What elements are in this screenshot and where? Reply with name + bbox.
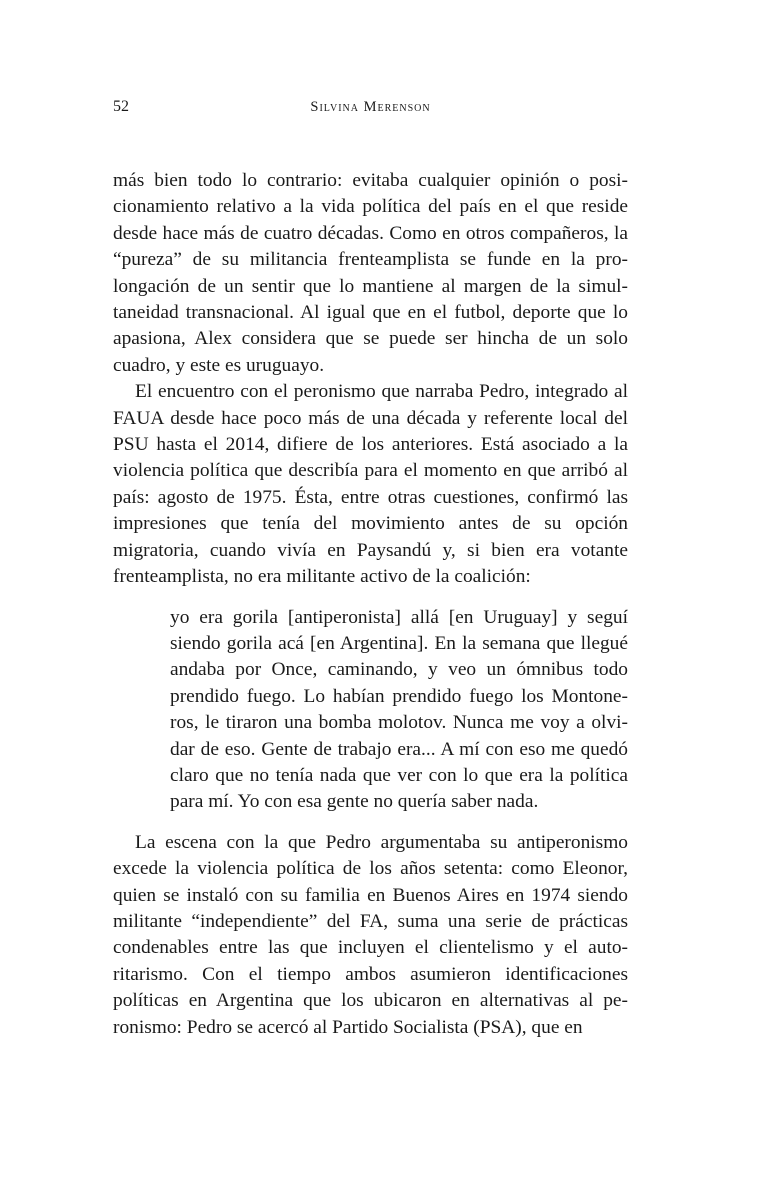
- block-quote: yo era gorila [antiperonista] allá [en Uruguay] y seguí siendo gorila acá [en Argentina]. En la semana que llegué andaba por Once, caminando, y veo un ómnibus todo prendido fuego. Lo habían prendido fuego los Montoneros, le tiraron una bomba molotov. Nunca me voy a olvidar de eso. Gente de trabajo era... A mí con eso me quedó claro que no tenía nada que ver con lo que era la política para mí. Yo con esa gente no quería saber nada.: [170, 606, 628, 813]
- body-text: [113, 168, 628, 1041]
- page-header: [113, 98, 628, 122]
- running-head: Silvina Merenson: [310, 99, 431, 115]
- page-number: 52: [113, 98, 129, 115]
- paragraph-1: más bien todo lo contrario: evitaba cualquier opinión o posicionamiento relativo a la vida política del país en el que reside desde hace más de cuatro décadas. Como en otros compañeros, la “pureza” de su militancia frenteamplista se funde en la prolongación de un sentir que lo mantiene al margen de la simultaneidad transnacional. Al igual que en el futbol, deporte que lo apasiona, Alex considera que se puede ser hincha de un solo cuadro, y este es uruguayo.: [113, 170, 628, 376]
- paragraph-3: La escena con la que Pedro argumentaba su antiperonismo excede la violencia política de los años setenta: como Eleonor, quien se instaló con su familia en Buenos Aires en 1974 siendo militante “independiente” del FA, suma una serie de prácticas condenables entre las que incluyen el clientelismo y el autoritarismo. Con el tiempo ambos asumieron identificaciones políticas en Argentina que los ubicaron en alternativas al peronismo: Pedro se acercó al Partido Socialista (PSA), que en: [113, 831, 628, 1038]
- paragraph-2: El encuentro con el peronismo que narraba Pedro, integrado al FAUA desde hace poco más de una década y referente local del PSU hasta el 2014, difiere de los anteriores. Está asociado a la violencia política que describía para el momento en que arribó al país: agosto de 1975. Ésta, entre otras cuestiones, confirmó las impresiones que tenía del movimiento antes de su opción migratoria, cuando vivía en Paysandú y, si bien era votante frenteamplista, no era militante activo de la coalición:: [113, 381, 628, 588]
